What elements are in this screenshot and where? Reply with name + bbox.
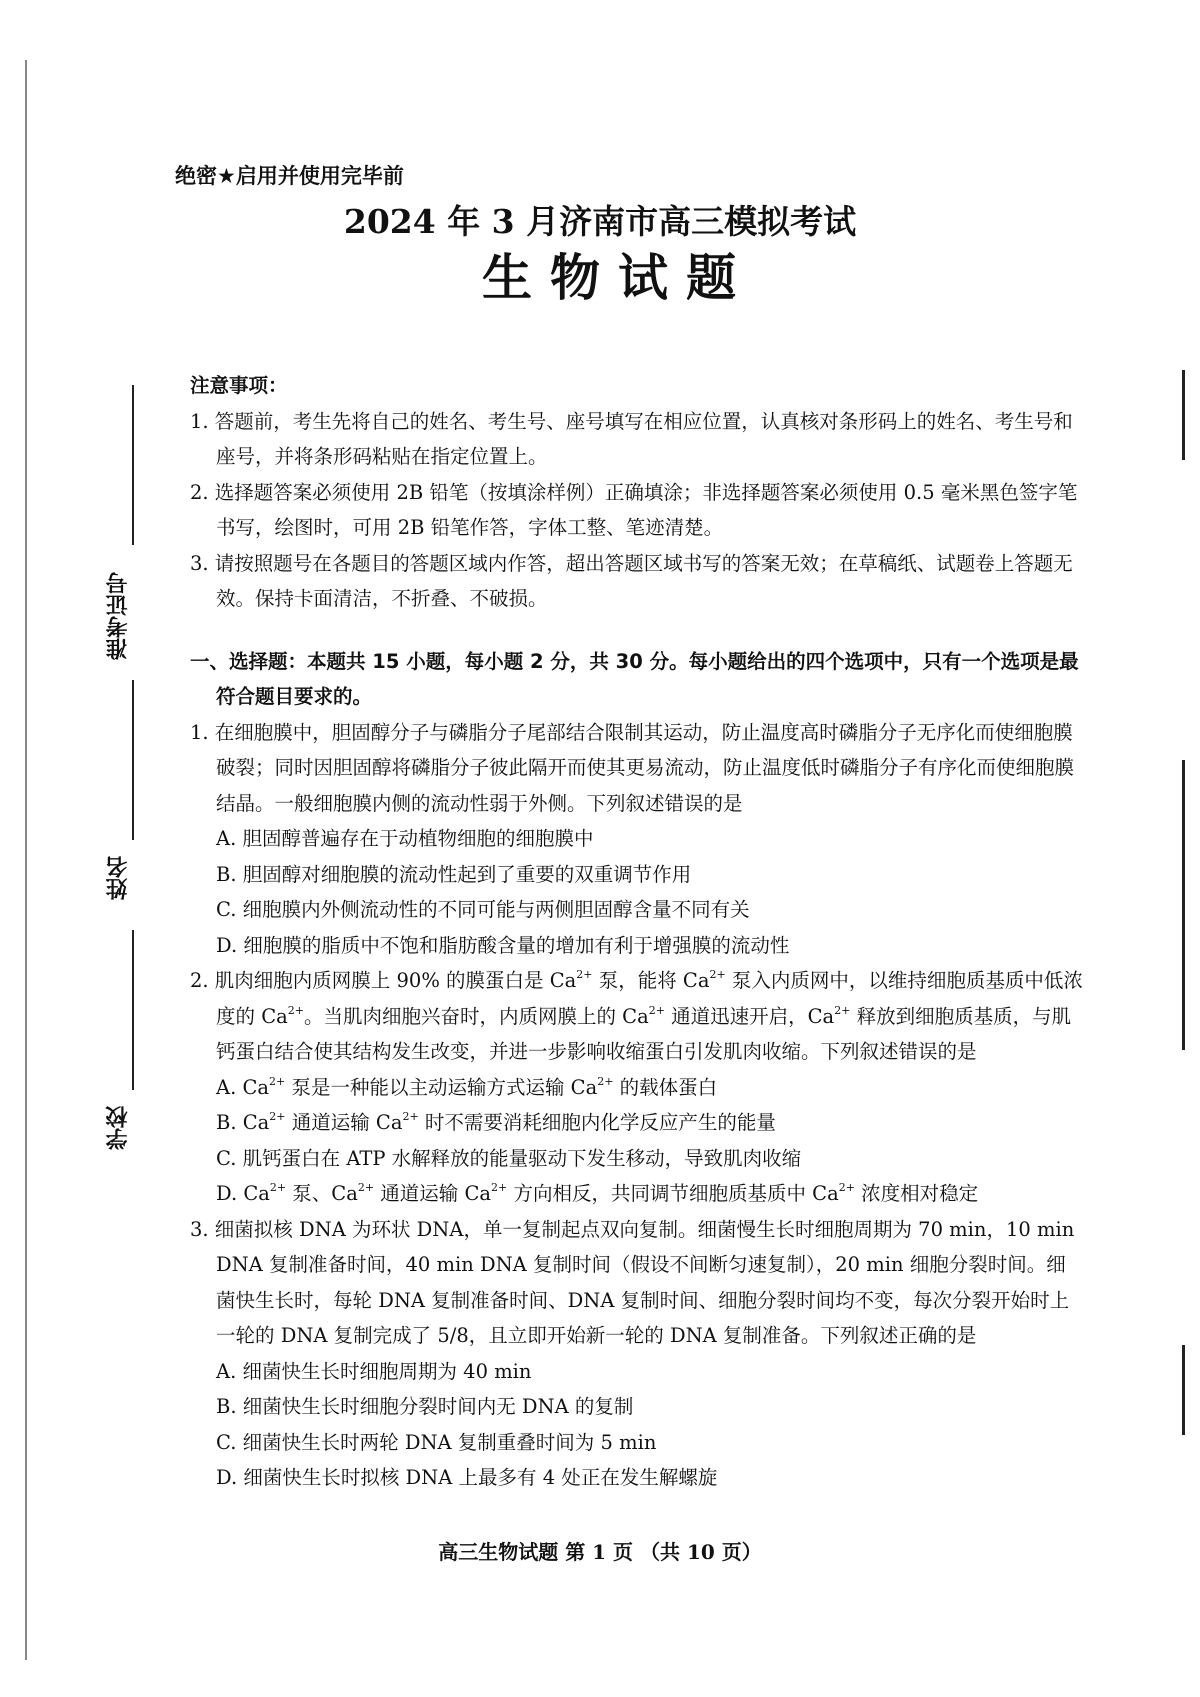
question-3-option-d: D. 细菌快生长时拟核 DNA 上最多有 4 处正在发生解螺旋	[216, 1466, 718, 1489]
scan-mark	[1182, 760, 1185, 1050]
question-2-option-a: A. $Ca^{2+}$ 泵是一种能以主动运输方式运输 $Ca^{2+}$ 的载体蛋白	[216, 1074, 718, 1099]
notice-item: 1. 答题前，考生先将自己的姓名、考生号、座号填写在相应位置，认真核对条形码上的姓名、考生号和座号，并将条形码粘贴在指定位置上。	[190, 409, 1073, 468]
exam-content	[190, 368, 1085, 1496]
question-2-stem: 2. 肌肉细胞内质网膜上 90% 的膜蛋白是 $Ca^{2+}$ 泵，能将 $Ca^{2+}$ 泵入内质网中，以维持细胞质基质中低浓度的 $Ca^{2+}$。当肌肉细胞兴奋时，内质网膜上的 $Ca^{2+}$ 通道迅速开启，$Ca^{2+}$ 释放到细胞质基质，与肌钙蛋白结合使其结构发生改变，并进一步影响收缩蛋白引发肌肉收缩。下列叙述错误的是	[190, 968, 1083, 1063]
notice-item: 2. 选择题答案必须使用 2B 铅笔（按填涂样例）正确填涂；非选择题答案必须使用 0.5 毫米黑色签字笔书写，绘图时，可用 2B 铅笔作答，字体工整、笔迹清楚。	[190, 480, 1078, 539]
page-footer: 高三生物试题 第 1 页 （共 10 页）	[438, 1540, 762, 1564]
question-3-stem: 3. 细菌拟核 DNA 为环状 DNA，单一复制起点双向复制。细菌慢生长时细胞周期为 70 min，10 min DNA 复制准备时间，40 min DNA 复制时间（假设不间断匀速复制），20 min 细胞分裂时间。细菌快生长时，每轮 DNA 复制准备时间、DNA 复制时间、细胞分裂时间均不变，每次分裂开始时上一轮的 DNA 复制完成了 5/8，且立即开始新一轮的 DNA 复制准备。下列叙述正确的是	[190, 1217, 1075, 1347]
question-2-option-b: B. $Ca^{2+}$ 通道运输 $Ca^{2+}$ 时不需要消耗细胞内化学反应产生的能量	[216, 1110, 776, 1134]
question-1-stem: 1. 在细胞膜中，胆固醇分子与磷脂分子尾部结合限制其运动，防止温度高时磷脂分子无序化而使细胞膜破裂；同时因胆固醇将磷脂分子彼此隔开而使其更易流动，防止温度低时磷脂分子有序化而使细胞膜结晶。一般细胞膜内侧的流动性弱于外侧。下列叙述错误的是	[190, 720, 1075, 815]
exam-title: 2024 年 3 月济南市高三模拟考试	[343, 202, 857, 241]
name-label: 姓名	[106, 856, 131, 900]
question-3-option-b: B. 细菌快生长时细胞分裂时间内无 DNA 的复制	[216, 1395, 634, 1418]
confidential-mark: 绝密★启用并使用完毕前	[175, 164, 404, 188]
question-2-option-c: C. 肌钙蛋白在 ATP 水解释放的能量驱动下发生移动，导致肌肉收缩	[216, 1146, 802, 1170]
admission-number-rule	[132, 385, 134, 545]
scan-mark	[1182, 1345, 1185, 1435]
question-1-option-c: C. 细胞膜内外侧流动性的不同可能与两侧胆固醇含量不同有关	[216, 898, 750, 921]
admission-number-label: 准考证号	[106, 572, 131, 660]
section-heading: 一、选择题：本题共 15 小题，每小题 2 分，共 30 分。每小题给出的四个选项中，只有一个选项是最符合题目要求的。	[190, 649, 1079, 708]
subject-title: 生物试题	[482, 249, 754, 307]
question-2-option-d: D. $Ca^{2+}$ 泵、$Ca^{2+}$ 通道运输 $Ca^{2+}$ 方向相反，共同调节细胞质基质中 $Ca^{2+}$ 浓度相对稳定	[216, 1181, 979, 1205]
question-1-option-d: D. 细胞膜的脂质中不饱和脂肪酸含量的增加有利于增强膜的流动性	[216, 933, 790, 957]
name-rule	[132, 680, 134, 840]
school-rule	[132, 930, 134, 1090]
question-3-option-a: A. 细菌快生长时细胞周期为 40 min	[216, 1359, 532, 1383]
notice-heading: 注意事项：	[190, 374, 288, 397]
question-1-option-b: B. 胆固醇对细胞膜的流动性起到了重要的双重调节作用	[216, 862, 692, 886]
school-label: 学校	[106, 1106, 131, 1150]
scan-mark	[1182, 370, 1185, 460]
question-3-option-c: C. 细菌快生长时两轮 DNA 复制重叠时间为 5 min	[216, 1430, 657, 1454]
question-1-option-a: A. 胆固醇普遍存在于动植物细胞的细胞膜中	[216, 827, 594, 850]
notice-item: 3. 请按照题号在各题目的答题区域内作答，超出答题区域书写的答案无效；在草稿纸、试题卷上答题无效。保持卡面清洁，不折叠、不破损。	[190, 551, 1073, 610]
